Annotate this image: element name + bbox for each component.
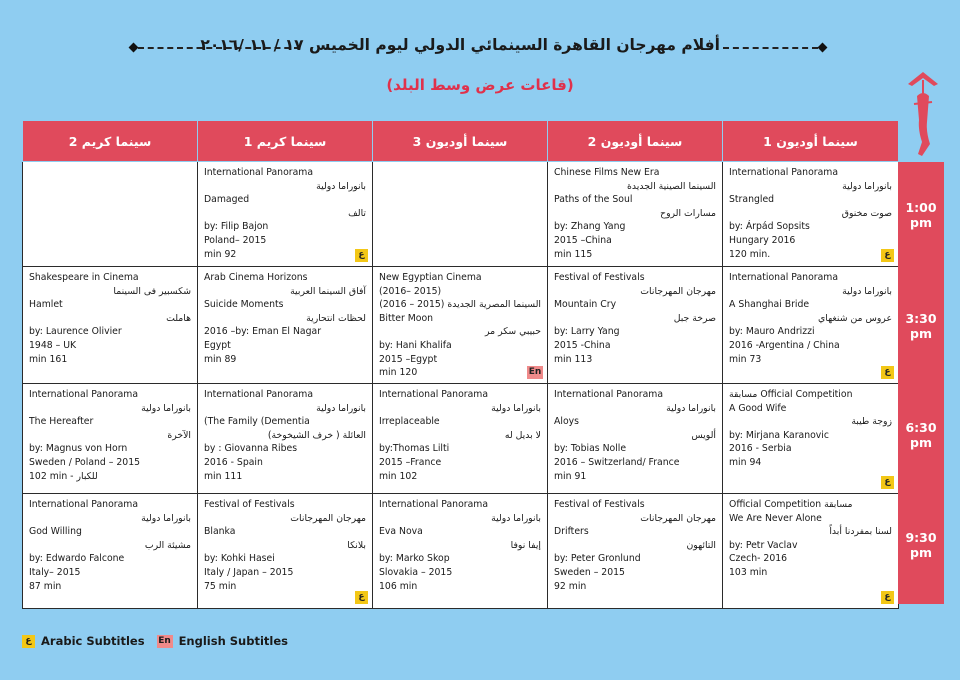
schedule-cell [23,162,198,267]
film-info-line: min 92 [204,248,237,260]
legend-arabic [22,634,145,648]
film-info-line: بانوراما دولية [316,180,366,192]
schedule-cell [548,162,723,267]
film-info-line: العائلة ( خرف الشيخوخة) [267,429,366,441]
film-info-line: صرخة جبل [673,312,716,324]
time-column [898,162,944,604]
schedule-cell [373,384,548,494]
schedule-cell [723,384,899,494]
film-info-line: بانوراما دولية [316,402,366,414]
film-section-line: New Egyptian Cinema [379,272,482,283]
schedule-cell [373,267,548,384]
arabic-subtitle-badge-icon: ع [355,591,368,604]
film-info-line: عروس من شنغهاي [818,312,892,324]
film-info-line: The Hereafter [29,416,94,428]
film-info-line: min 120 [379,367,418,379]
venue-header-cinema-karim-1: سينما كريم 1 [198,121,373,162]
legend [22,634,300,648]
film-info-line: by: Petr Vaclav [729,539,798,551]
film-info-line: بانوراما دولية [491,402,541,414]
film-info-line: بلانكا [347,539,366,551]
film-info-line: 2016 -Argentina / China [729,339,840,351]
schedule-cell [198,384,373,494]
film-info-line: مهرجان المهرجانات [640,285,716,297]
film-info-line: 2015 –France [379,456,442,468]
film-info-line: 1948 – UK [29,339,77,351]
title-bar [130,34,826,62]
film-info-line: by:Thomas Lilti [379,443,450,455]
film-section-line: International Panorama [729,272,839,283]
film-info-line: شكسبير فى السينما [113,285,191,297]
film-info-line: مشيئة الرب [144,539,191,551]
time-label-9-30: 9:30 pm [905,530,937,560]
schedule-row [23,384,899,494]
film-info-line: A Good Wife [729,402,787,414]
film-info-line: min 102 [379,470,418,482]
schedule-cell [723,494,899,609]
film-info-line: Paths of the Soul [554,194,633,206]
time-label-3-30: 3:30 pm [905,311,937,341]
film-info-line: (The Family (Dementia [204,416,310,428]
arabic-subtitle-badge-icon: ع [881,476,894,489]
festival-logo-icon [900,66,946,160]
film-info-line: السينما الصينية الجديدة [627,180,716,192]
film-info-line: 92 min [554,580,587,592]
film-info-line: لا بديل له [504,429,541,441]
schedule-cell [548,267,723,384]
film-info-line: 2016 - Serbia [729,443,792,455]
film-info-line: min 73 [729,353,762,365]
schedule-cell [23,494,198,609]
film-info-line: مهرجان المهرجانات [640,512,716,524]
film-info-line: Drifters [554,526,589,538]
schedule-cell [23,267,198,384]
film-info-line: مهرجان المهرجانات [290,512,366,524]
film-info-line: 2015 –China [554,234,612,246]
film-info-line: by: Filip Bajon [204,221,269,233]
film-info-line: by: Tobias Nolle [554,443,627,455]
film-info-line: 2016 – Switzerland/ France [554,456,680,468]
film-info-line: Egypt [204,339,231,351]
schedule-cell [373,162,548,267]
legend-english [157,634,288,648]
english-subtitle-badge-icon: En [528,367,542,377]
film-info-line: إيفا نوفا [510,539,541,551]
film-section-line: International Panorama [204,389,314,400]
film-info-line: Sweden – 2015 [554,566,625,578]
film-info-line: min 115 [554,248,593,260]
film-info-line: (2016– 2015) [379,285,442,297]
venue-header-row [23,121,899,162]
time-label-1-00: 1:00 pm [905,200,937,230]
venue-header-cinema-karim-2: سينما كريم 2 [23,121,198,162]
film-info-line: min 89 [204,353,237,365]
film-info-line: بانوراما دولية [491,512,541,524]
legend-arabic-label: Arabic Subtitles [41,634,145,648]
film-info-line: min 94 [729,456,762,468]
film-section-line: Festival of Festivals [554,499,645,510]
venue-header-cinema-odeon-3: سينما أوديون 3 [373,121,548,162]
film-info-line: God Willing [29,526,82,538]
film-info-line: 2016 - Spain [204,456,263,468]
schedule-table [22,120,899,609]
film-section-line: International Panorama [29,389,139,400]
film-info-line: min 113 [554,353,593,365]
film-info-line: by: Zhang Yang [554,221,626,233]
film-section-line: Festival of Festivals [204,499,295,510]
film-info-line: بانوراما دولية [842,285,892,297]
film-info-line: by: Kohki Hasei [204,553,275,565]
film-section-line: International Panorama [379,499,489,510]
film-section-line: Festival of Festivals [554,272,645,283]
title-right-diamond-icon [818,43,828,53]
film-info-line: by: Larry Yang [554,326,620,338]
film-info-line: آفاق السينما العربية [290,285,366,297]
film-info-line: 2015 –Egypt [379,353,438,365]
film-info-line: Sweden / Poland – 2015 [29,456,141,468]
schedule-cell [723,267,899,384]
film-info-line: التائهون [686,539,716,551]
film-info-line: بانوراما دولية [141,512,191,524]
film-info-line: حبيبي سكر مر [485,326,541,338]
film-info-line: Hungary 2016 [729,234,796,246]
film-info-line: min 161 [29,353,68,365]
film-section-line: International Panorama [554,389,664,400]
page-title: أفلام مهرجان القاهرة السينمائي الدولي ليوم الخميس ١٧ / ١١ /٢٠١٦ [200,36,720,54]
arabic-subtitle-badge-icon: ع [881,249,894,262]
arabic-subtitle-badge-icon: ع [881,366,894,379]
schedule-cell [23,384,198,494]
film-info-line: 87 min [29,580,62,592]
film-info-line: لسنا بمفردنا أبداً [829,526,892,538]
film-info-line: زوجة طيبة [851,416,892,428]
film-info-line: 120 min. [729,248,771,260]
arabic-subtitle-badge-icon: ع [881,591,894,604]
film-section-line: Chinese Films New Era [554,167,660,178]
film-info-line: min 91 [554,470,587,482]
schedule-cell [548,384,723,494]
film-info-line: We Are Never Alone [729,512,822,524]
film-section-line: مسابقة Official Competition [729,389,853,400]
legend-english-label: English Subtitles [178,634,288,648]
film-info-line: by: Laurence Olivier [29,326,122,338]
film-section-line: International Panorama [29,499,139,510]
english-subtitle-badge-icon: En [158,635,171,646]
film-info-line: by: Edwardo Falcone [29,553,125,565]
film-info-line: by : Giovanna Ribes [204,443,298,455]
film-info-line: by: Árpád Sopsits [729,221,810,233]
film-info-line: by: Mauro Andrizzi [729,326,815,338]
film-info-line: Blanka [204,526,236,538]
film-info-line: Bitter Moon [379,312,434,324]
film-info-line: Italy– 2015 [29,566,81,578]
film-info-line: by: Peter Gronlund [554,553,641,565]
film-info-line: ألويس [691,429,716,441]
film-info-line: هاملت [166,312,191,324]
schedule-cell [373,494,548,609]
film-info-line: Mountain Cry [554,299,617,311]
film-info-line: Suicide Moments [204,299,284,311]
film-info-line: Italy / Japan – 2015 [204,566,294,578]
film-info-line: min 111 [204,470,243,482]
schedule-cell [198,162,373,267]
film-info-line: تالف [348,207,366,219]
film-info-line: Damaged [204,194,250,206]
film-info-line: by: Hani Khalifa [379,339,452,351]
venue-header-cinema-odeon-2: سينما أوديون 2 [548,121,723,162]
film-section-line: International Panorama [729,167,839,178]
film-section-line: International Panorama [379,389,489,400]
film-info-line: by: Marko Skop [379,553,450,565]
film-info-line: Irreplaceable [379,416,440,428]
page-subtitle: (قاعات عرض وسط البلد) [386,76,574,94]
film-info-line: مسارات الروح [660,207,716,219]
schedule-row [23,162,899,267]
film-info-line: 103 min [729,566,768,578]
schedule-row [23,494,899,609]
film-info-line: 2015 -China [554,339,611,351]
film-info-line: Eva Nova [379,526,423,538]
time-label-6-30: 6:30 pm [905,420,937,450]
schedule-cell [198,267,373,384]
film-section-line: Shakespeare in Cinema [29,272,139,283]
film-info-line: الآخرة [167,429,191,441]
film-info-line: Slovakia – 2015 [379,566,453,578]
film-section-line: International Panorama [204,167,314,178]
film-info-line: صوت مخنوق [841,207,892,219]
venue-header-cinema-odeon-1: سينما أوديون 1 [723,121,899,162]
arabic-subtitle-badge-icon: ع [355,249,368,262]
film-info-line: لحظات انتحارية [306,312,366,324]
film-info-line: Aloys [554,416,579,428]
film-info-line: 102 min - للكبار [29,470,98,482]
film-info-line: بانوراما دولية [842,180,892,192]
film-info-line: 2016 –by: Eman El Nagar [204,326,322,338]
film-info-line: Czech- 2016 [729,553,788,565]
film-info-line: Hamlet [29,299,63,311]
film-info-line: 75 min [204,580,237,592]
film-info-line: 106 min [379,580,418,592]
arabic-subtitle-badge-icon: ع [22,635,35,648]
title-right-divider [723,47,818,49]
schedule-cell [548,494,723,609]
film-section-line: Official Competition مسابقة [729,499,853,510]
schedule-cell [198,494,373,609]
film-info-line: السينما المصرية الجديدة (2015 – 2016) [379,299,541,311]
film-info-line: by: Mirjana Karanovic [729,429,829,441]
film-info-line: بانوراما دولية [666,402,716,414]
schedule-cell [723,162,899,267]
film-section-line: Arab Cinema Horizons [204,272,308,283]
schedule-row [23,267,899,384]
film-info-line: A Shanghai Bride [729,299,810,311]
film-info-line: Strangled [729,194,775,206]
film-info-line: Poland– 2015 [204,234,267,246]
title-left-diamond-icon [129,43,139,53]
film-info-line: by: Magnus von Horn [29,443,128,455]
film-info-line: بانوراما دولية [141,402,191,414]
